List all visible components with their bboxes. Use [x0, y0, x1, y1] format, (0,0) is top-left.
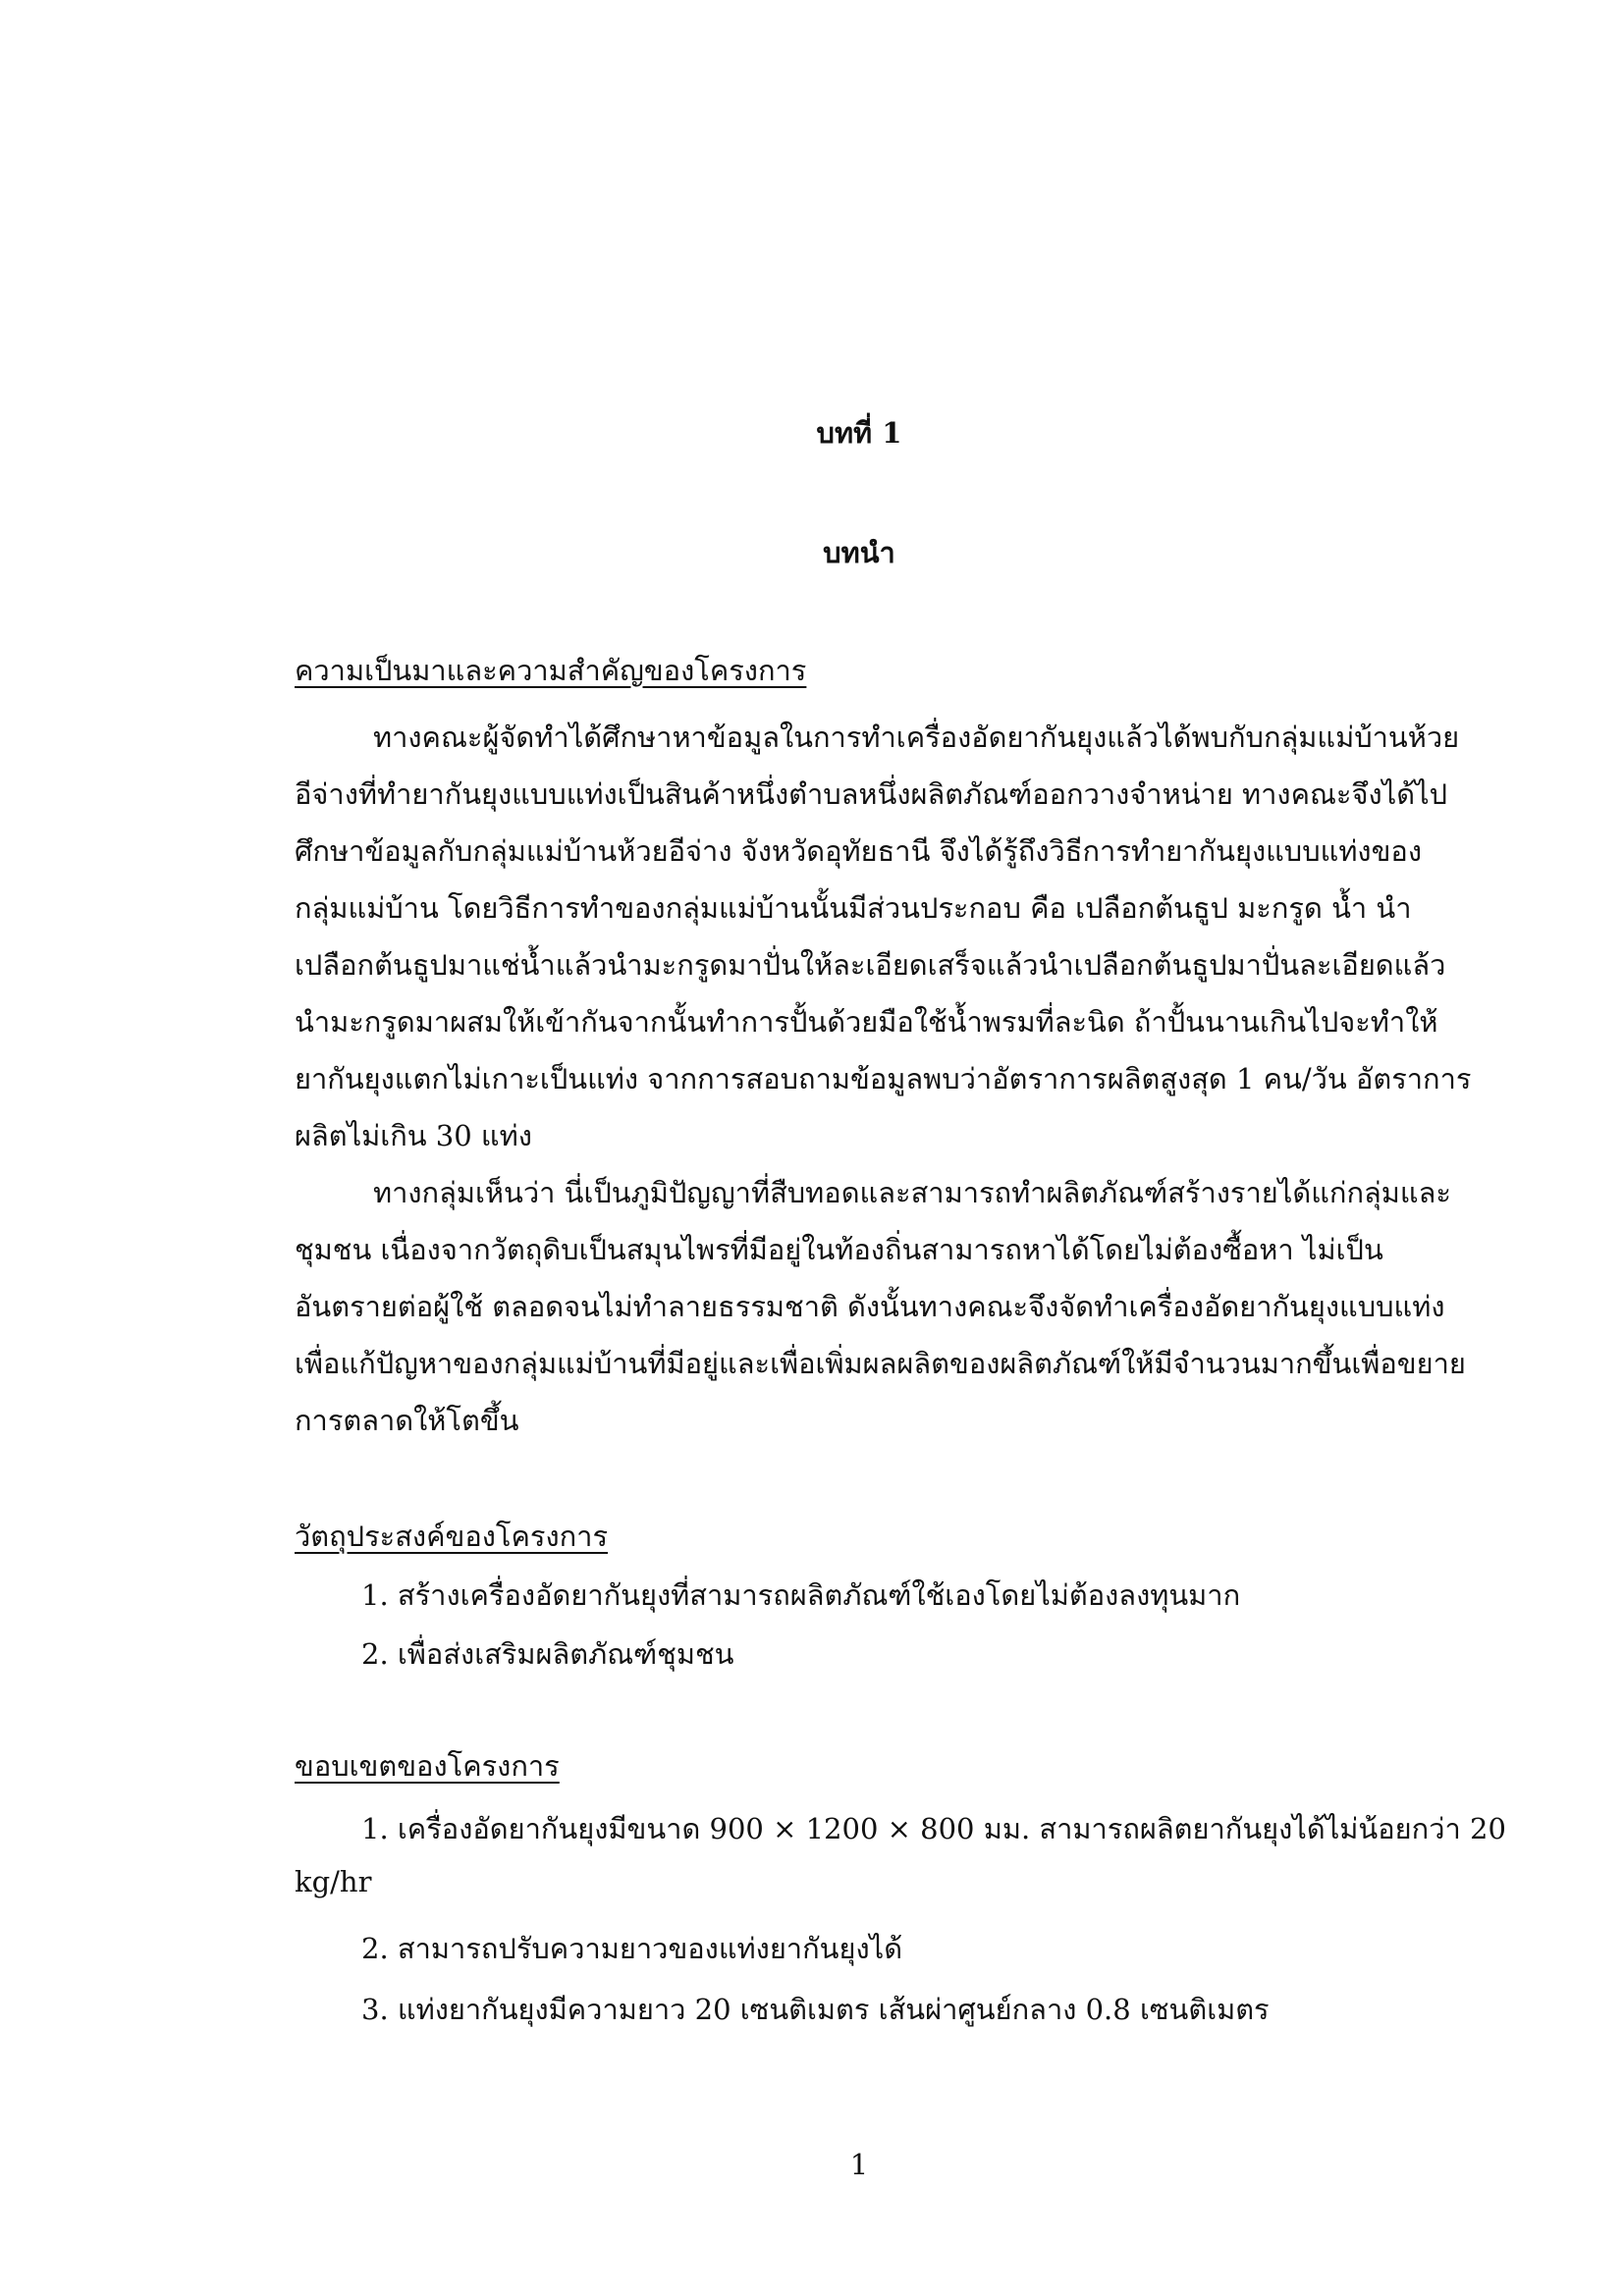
list-item: 2. เพื่อส่งเสริมผลิตภัณฑ์ชุมชน: [361, 1637, 734, 1671]
paragraph-line: ทางกลุ่มเห็นว่า นี่เป็นภูมิปัญญาที่สืบทอดและสามารถทำผลิตภัณฑ์สร้างรายได้แก่กลุ่มและ: [373, 1176, 1451, 1209]
section-heading-scope: ขอบเขตของโครงการ: [295, 1749, 560, 1783]
paragraph-line: ทางคณะผู้จัดทำได้ศึกษาหาข้อมูลในการทำเครื่องอัดยากันยุงแล้วได้พบกับกลุ่มแม่บ้านห้วย: [373, 721, 1460, 754]
list-item: 3. แท่งยากันยุงมีความยาว 20 เซนติเมตร เส้นผ่าศูนย์กลาง 0.8 เซนติเมตร: [361, 1993, 1270, 2026]
section-heading-objectives: วัตถุประสงค์ของโครงการ: [295, 1520, 609, 1553]
chapter-number: บทที่ 1: [816, 416, 902, 450]
paragraph-line: ชุมชน เนื่องจากวัตถุดิบเป็นสมุนไพรที่มีอยู่ในท้องถิ่นสามารถหาได้โดยไม่ต้องซื้อหา ไม่เป็น: [295, 1233, 1383, 1266]
paragraph-line: นำมะกรูดมาผสมให้เข้ากันจากนั้นทำการปั้นด้วยมือใช้น้ำพรมที่ละนิด ถ้าปั้นนานเกินไปจะทำให้: [295, 1005, 1438, 1039]
paragraph-line: ผลิตไม่เกิน 30 แท่ง: [295, 1119, 532, 1152]
list-item-continuation: kg/hr: [295, 1865, 372, 1898]
paragraph-line: ยากันยุงแตกไม่เกาะเป็นแท่ง จากการสอบถามข้อมูลพบว่าอัตราการผลิตสูงสุด 1 คน/วัน อัตราการ: [295, 1062, 1472, 1095]
paragraph-line: กลุ่มแม่บ้าน โดยวิธีการทำของกลุ่มแม่บ้านนั้นมีส่วนประกอบ คือ เปลือกต้นธูป มะกรูด น้ำ นำ: [295, 891, 1412, 925]
paragraph-line: การตลาดให้โตขึ้น: [295, 1404, 519, 1437]
chapter-title: บทนำ: [823, 536, 895, 569]
paragraph-line: ศึกษาข้อมูลกับกลุ่มแม่บ้านห้วยอีจ่าง จังหวัดอุทัยธานี จึงได้รู้ถึงวิธีการทำยากันยุงแบบแท่งของ: [295, 834, 1422, 868]
paragraph-line: อันตรายต่อผู้ใช้ ตลอดจนไม่ทำลายธรรมชาติ ดังนั้นทางคณะจึงจัดทำเครื่องอัดยากันยุงแบบแท่ง: [295, 1290, 1445, 1323]
paragraph-line: เพื่อแก้ปัญหาของกลุ่มแม่บ้านที่มีอยู่และเพื่อเพิ่มผลผลิตของผลิตภัณฑ์ให้มีจำนวนมากขึ้นเพื่อขยาย: [295, 1347, 1466, 1380]
paragraph-line: อีจ่างที่ทำยากันยุงแบบแท่งเป็นสินค้าหนึ่งตำบลหนึ่งผลิตภัณฑ์ออกวางจำหน่าย ทางคณะจึงได้ไป: [295, 777, 1448, 811]
list-item: 1. เครื่องอัดยากันยุงมีขนาด 900 × 1200 × 800 มม. สามารถผลิตยากันยุงได้ไม่น้อยกว่า 20: [361, 1812, 1506, 1845]
list-item: 1. สร้างเครื่องอัดยากันยุงที่สามารถผลิตภัณฑ์ใช้เองโดยไม่ต้องลงทุนมาก: [361, 1578, 1241, 1612]
section-heading-background: ความเป็นมาและความสำคัญของโครงการ: [295, 654, 807, 687]
page-number: 1: [849, 2148, 869, 2181]
list-item: 2. สามารถปรับความยาวของแท่งยากันยุงได้: [361, 1932, 903, 1965]
paragraph-line: เปลือกต้นธูปมาแช่น้ำแล้วนำมะกรูดมาปั่นให้ละเอียดเสร็จแล้วนำเปลือกต้นธูปมาปั่นละเอียดแล้ว: [295, 948, 1446, 982]
